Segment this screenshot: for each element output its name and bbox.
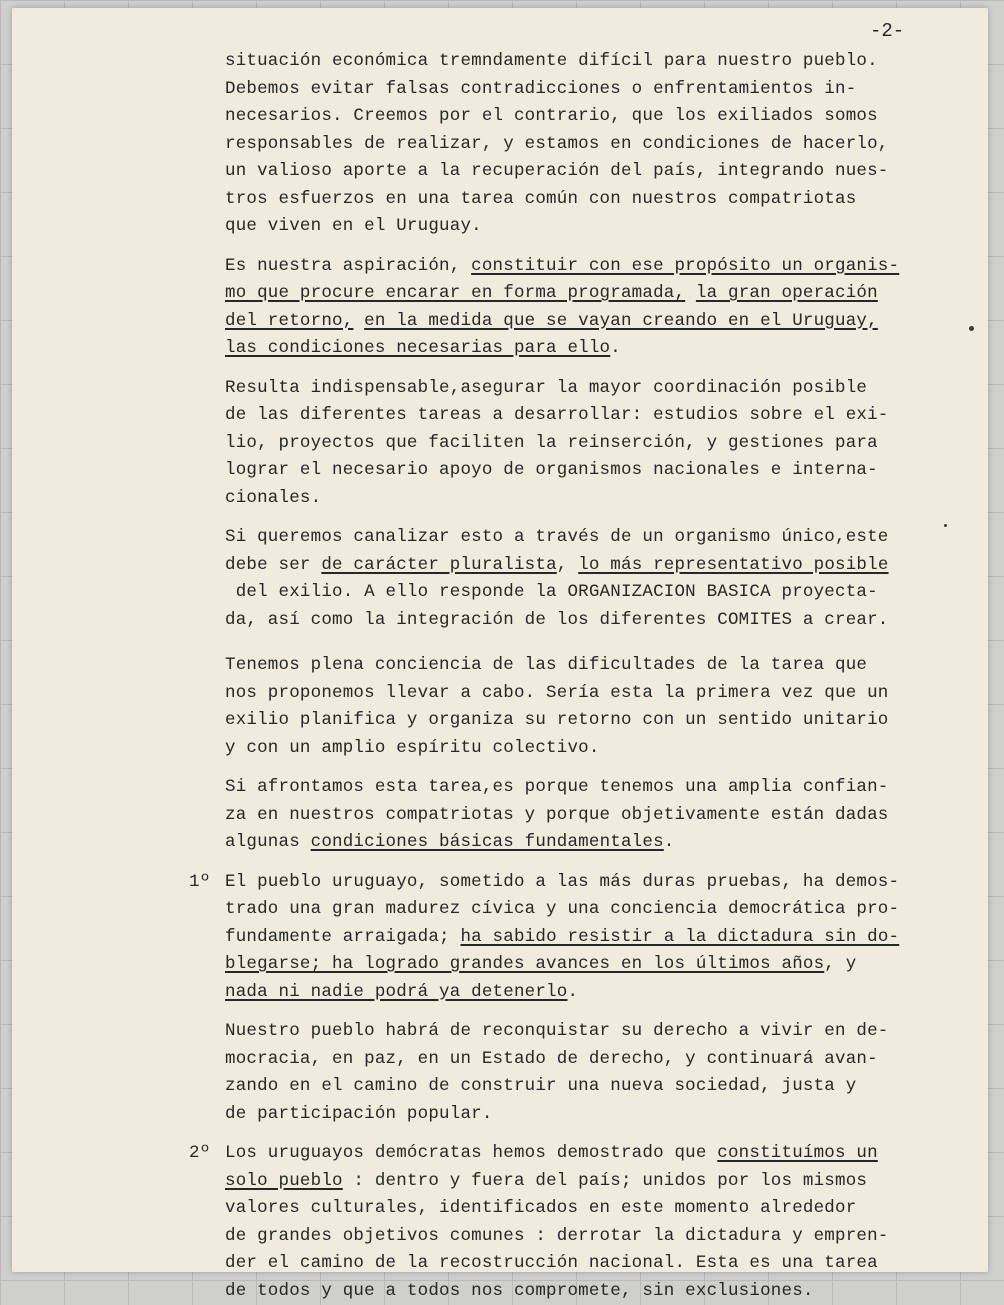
text-segment: , y: [824, 954, 856, 974]
text-line: [225, 186, 985, 214]
text-line: [225, 1168, 985, 1196]
text-segment: Resulta indispensable,asegurar la mayor coordinación posible: [225, 378, 867, 398]
text-line: [225, 1140, 985, 1168]
paragraph: [225, 524, 985, 634]
paragraph: [225, 375, 985, 513]
text-line: [225, 552, 985, 580]
text-line: [225, 253, 985, 281]
underlined-text: en la medida que se vayan creando en el Uruguay,: [364, 311, 878, 331]
text-segment: [353, 311, 364, 331]
text-segment: un valioso aporte a la recuperación del país, integrando nues-: [225, 161, 889, 181]
text-line: [225, 735, 985, 763]
underlined-text: lo más representativo posible: [578, 555, 888, 575]
text-segment: lograr el necesario apoyo de organismos nacionales e interna-: [225, 460, 878, 480]
text-line: [225, 1101, 985, 1129]
text-line: [225, 430, 985, 458]
text-line: [225, 802, 985, 830]
text-segment: El pueblo uruguayo, sometido a las más duras pruebas, ha demos-: [225, 872, 899, 892]
paragraph: [225, 253, 985, 363]
text-line: [225, 48, 985, 76]
paragraph-spacer: [225, 363, 985, 375]
underlined-text: la gran operación: [696, 283, 878, 303]
text-line: [225, 524, 985, 552]
text-segment: Debemos evitar falsas contradicciones o enfrentamientos in-: [225, 79, 856, 99]
text-segment: de todos y que a todos nos compromete, sin exclusiones.: [225, 1281, 814, 1301]
text-segment: fundamente arraigada;: [225, 927, 460, 947]
text-line: [225, 924, 985, 952]
text-segment: der el camino de la recostrucción nacional. Esta es una tarea: [225, 1253, 878, 1273]
text-segment: de las diferentes tareas a desarrollar: estudios sobre el exi-: [225, 405, 889, 425]
paragraph: [225, 652, 985, 762]
text-segment: debe ser: [225, 555, 321, 575]
text-segment: exilio planifica y organiza su retorno con un sentido unitario: [225, 710, 889, 730]
paragraph-spacer: [225, 762, 985, 774]
text-segment: Tenemos plena conciencia de las dificultades de la tarea que: [225, 655, 867, 675]
paragraph: [225, 48, 985, 241]
list-marker: 2º: [189, 1140, 210, 1168]
text-segment: valores culturales, identificados en este momento alrededor: [225, 1198, 856, 1218]
text-segment: Los uruguayos demócratas hemos demostrado que: [225, 1143, 717, 1163]
text-segment: cionales.: [225, 488, 321, 508]
text-line: [225, 308, 985, 336]
paragraph-spacer: [225, 634, 985, 652]
text-segment: trado una gran madurez cívica y una conciencia democrática pro-: [225, 899, 899, 919]
text-line: [225, 951, 985, 979]
text-line: [225, 1018, 985, 1046]
text-line: [225, 213, 985, 241]
text-line: [225, 457, 985, 485]
text-segment: Nuestro pueblo habrá de reconquistar su derecho a vivir en de-: [225, 1021, 889, 1041]
text-line: [225, 774, 985, 802]
text-line: [225, 1278, 985, 1305]
text-line: [225, 103, 985, 131]
document-body: [225, 48, 985, 1305]
text-line: [225, 76, 985, 104]
paragraph-spacer: [225, 1006, 985, 1018]
text-segment: nos proponemos llevar a cabo. Sería esta la primera vez que un: [225, 683, 889, 703]
text-segment: mocracia, en paz, en un Estado de derecho, y continuará avan-: [225, 1049, 878, 1069]
underlined-text: blegarse; ha logrado grandes avances en los últimos años: [225, 954, 824, 974]
text-line: [225, 607, 985, 635]
text-line: [225, 1073, 985, 1101]
paragraph: [225, 774, 985, 857]
text-segment: necesarios. Creemos por el contrario, que los exiliados somos: [225, 106, 878, 126]
text-segment: .: [664, 832, 675, 852]
text-segment: : dentro y fuera del país; unidos por los mismos: [343, 1171, 867, 1191]
text-line: [225, 1250, 985, 1278]
text-segment: algunas: [225, 832, 311, 852]
text-segment: de grandes objetivos comunes : derrotar la dictadura y empren-: [225, 1226, 889, 1246]
paragraph: [225, 869, 985, 1007]
text-line: [225, 680, 985, 708]
text-line: [225, 829, 985, 857]
page-number: -2-: [870, 20, 904, 42]
paragraph-spacer: [225, 241, 985, 253]
text-segment: .: [610, 338, 621, 358]
underlined-text: ha sabido resistir a la dictadura sin do-: [460, 927, 899, 947]
text-line: [225, 1046, 985, 1074]
text-line: [225, 375, 985, 403]
text-segment: que viven en el Uruguay.: [225, 216, 482, 236]
document-page: [12, 8, 988, 1272]
text-segment: del exilio. A ello responde la ORGANIZACION BASICA proyecta-: [225, 582, 878, 602]
underlined-text: las condiciones necesarias para ello: [225, 338, 610, 358]
text-segment: tros esfuerzos en una tarea común con nuestros compatriotas: [225, 189, 856, 209]
underlined-text: nada ni nadie podrá ya detenerlo: [225, 982, 567, 1002]
underlined-text: constituímos un: [717, 1143, 878, 1163]
underlined-text: de carácter pluralista: [321, 555, 556, 575]
text-segment: da, así como la integración de los diferentes COMITES a crear.: [225, 610, 889, 630]
list-marker: 1º: [189, 869, 210, 897]
text-segment: de participación popular.: [225, 1104, 493, 1124]
text-segment: Si queremos canalizar esto a través de un organismo único,este: [225, 527, 889, 547]
text-line: [225, 131, 985, 159]
text-line: [225, 402, 985, 430]
text-segment: [685, 283, 696, 303]
text-segment: ,: [557, 555, 578, 575]
paragraph-spacer: [225, 1128, 985, 1140]
text-segment: za en nuestros compatriotas y porque objetivamente están dadas: [225, 805, 889, 825]
paragraph-spacer: [225, 512, 985, 524]
text-line: [225, 1195, 985, 1223]
text-segment: Si afrontamos esta tarea,es porque tenemos una amplia confian-: [225, 777, 889, 797]
underlined-text: condiciones básicas fundamentales: [311, 832, 664, 852]
text-line: [225, 579, 985, 607]
text-line: [225, 280, 985, 308]
text-segment: zando en el camino de construir una nueva sociedad, justa y: [225, 1076, 856, 1096]
text-line: [225, 869, 985, 897]
text-line: [225, 979, 985, 1007]
paragraph: [225, 1140, 985, 1305]
text-segment: responsables de realizar, y estamos en condiciones de hacerlo,: [225, 134, 889, 154]
text-line: [225, 652, 985, 680]
underlined-text: del retorno,: [225, 311, 353, 331]
text-line: [225, 158, 985, 186]
paragraph-spacer: [225, 857, 985, 869]
underlined-text: mo que procure encarar en forma programada,: [225, 283, 685, 303]
underlined-text: constituir con ese propósito un organis-: [471, 256, 899, 276]
text-line: [225, 896, 985, 924]
text-line: [225, 1223, 985, 1251]
text-segment: situación económica tremndamente difícil para nuestro pueblo.: [225, 51, 878, 71]
text-line: [225, 707, 985, 735]
text-segment: Es nuestra aspiración,: [225, 256, 471, 276]
paragraph: [225, 1018, 985, 1128]
text-line: [225, 485, 985, 513]
text-segment: y con un amplio espíritu colectivo.: [225, 738, 600, 758]
text-segment: lio, proyectos que faciliten la reinserción, y gestiones para: [225, 433, 878, 453]
underlined-text: solo pueblo: [225, 1171, 343, 1191]
text-segment: .: [567, 982, 578, 1002]
text-line: [225, 335, 985, 363]
